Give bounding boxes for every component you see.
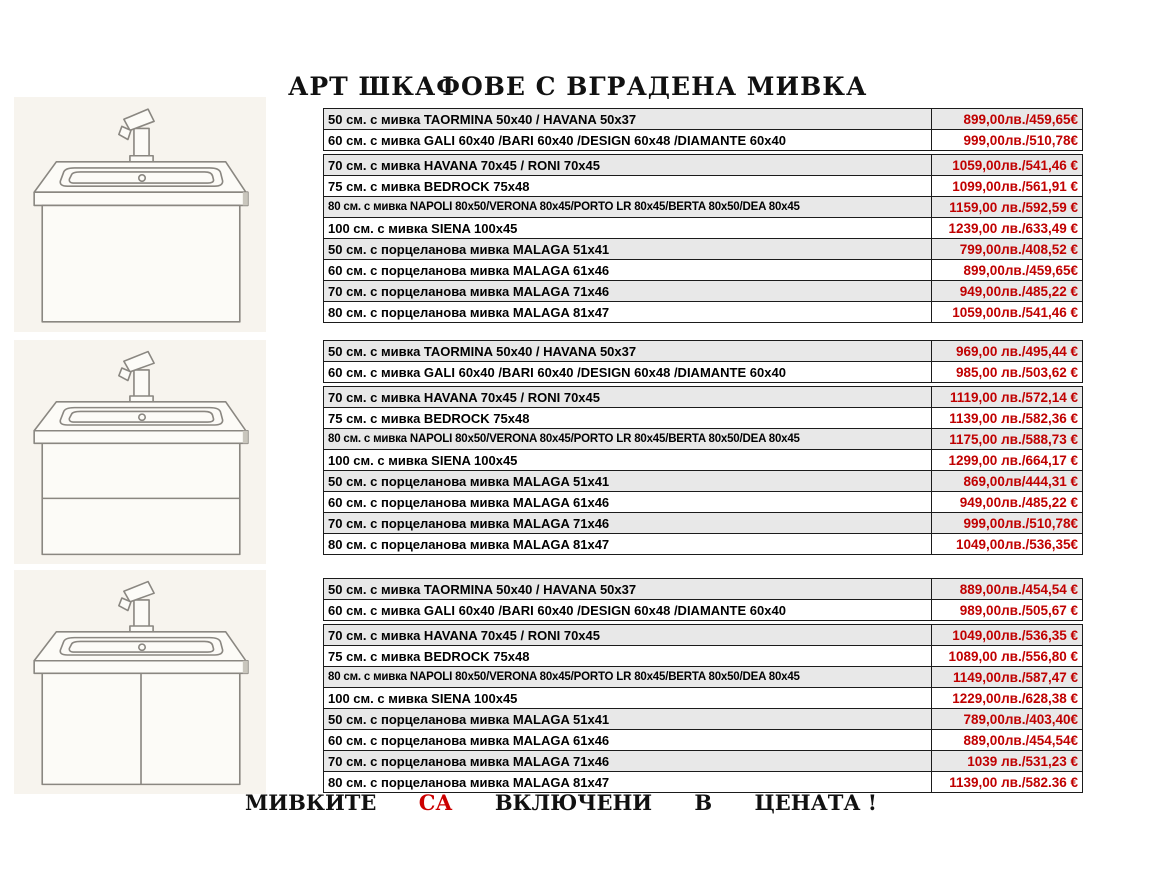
product-price: 1139,00 лв./582,36 € (949, 410, 1078, 426)
vanity-cabinet-icon (14, 570, 266, 794)
product-price: 969,00 лв./495,44 € (956, 343, 1078, 359)
sink-basin (60, 408, 222, 425)
table-row (323, 470, 1083, 492)
table-row (323, 301, 1083, 323)
product-label: 80 см. с порцеланова мивка MALAGA 81x47 (324, 534, 932, 554)
table-row (323, 259, 1083, 281)
product-price: 1049,00лв./536,35€ (956, 536, 1078, 552)
table-row (323, 449, 1083, 471)
footer-word: ВКЛЮЧЕНИ (494, 790, 653, 815)
table-row (323, 599, 1083, 621)
product-price: 889,00лв./454,54 € (959, 581, 1078, 597)
product-label: 60 см. с мивка GALI 60x40 /BARI 60x40 /DESIGN 60x48 /DIAMANTE 60x40 (324, 130, 932, 150)
footer-word: ЦЕНАТА ! (754, 790, 877, 815)
price-table-1 (323, 108, 1083, 323)
cabinet-illustration-single-front (14, 97, 266, 332)
product-label: 80 см. с мивка NAPOLI 80x50/VERONA 80x45/PORTO LR 80x45/BERTA 80x50/DEA 80x45 (324, 667, 932, 687)
product-label: 80 см. с порцеланова мивка MALAGA 81x47 (324, 302, 932, 322)
product-price: 949,00лв./485,22 € (959, 494, 1078, 510)
product-label: 100 см. с мивка SIENA 100x45 (324, 218, 932, 238)
table-row (323, 533, 1083, 555)
product-label: 70 см. с мивка HAVANA 70x45 / RONI 70x45 (324, 155, 932, 175)
product-price: 949,00лв./485,22 € (959, 283, 1078, 299)
product-price: 985,00 лв./503,62 € (956, 364, 1078, 380)
product-price: 1139,00 лв./582.36 € (949, 774, 1078, 790)
product-price: 1059,00лв./541,46 € (952, 157, 1078, 173)
product-label: 80 см. с порцеланова мивка MALAGA 81x47 (324, 772, 932, 792)
product-label: 60 см. с порцеланова мивка MALAGA 61x46 (324, 260, 932, 280)
product-price: 999,00лв./510,78€ (963, 515, 1078, 531)
product-label: 70 см. с порцеланова мивка MALAGA 71x46 (324, 751, 932, 771)
product-label: 50 см. с мивка TAORMINA 50x40 / HAVANA 50x37 (324, 341, 932, 361)
product-price: 1049,00лв./536,35 € (952, 627, 1078, 643)
cabinet-illustration-two-doors (14, 570, 266, 794)
vanity-cabinet-icon (14, 340, 266, 564)
product-price: 1229,00лв./628,38 € (952, 690, 1078, 706)
product-label: 60 см. с мивка GALI 60x40 /BARI 60x40 /DESIGN 60x48 /DIAMANTE 60x40 (324, 362, 932, 382)
product-label: 70 см. с порцеланова мивка MALAGA 71x46 (324, 281, 932, 301)
product-label: 100 см. с мивка SIENA 100x45 (324, 450, 932, 470)
product-label: 50 см. с порцеланова мивка MALAGA 51x41 (324, 709, 932, 729)
table-row (323, 729, 1083, 751)
table-row (323, 750, 1083, 772)
product-label: 70 см. с порцеланова мивка MALAGA 71x46 (324, 513, 932, 533)
product-price: 889,00лв./454,54€ (963, 732, 1078, 748)
table-row (323, 428, 1083, 450)
product-label: 60 см. с порцеланова мивка MALAGA 61x46 (324, 492, 932, 512)
product-price: 869,00лв/444,31 € (963, 473, 1078, 489)
sink-basin (60, 168, 222, 186)
product-price: 1039 лв./531,23 € (967, 753, 1078, 769)
product-price: 1299,00 лв./664,17 € (948, 452, 1078, 468)
cabinet-illustration-two-drawers (14, 340, 266, 564)
product-label: 75 см. с мивка BEDROCK 75x48 (324, 176, 932, 196)
product-price: 1175,00 лв./588,73 € (949, 431, 1078, 447)
table-row (323, 708, 1083, 730)
product-price: 899,00лв./459,65€ (963, 111, 1078, 127)
page-title: АРТ ШКАФОВЕ С ВГРАДЕНА МИВКА (288, 72, 868, 101)
table-row (323, 217, 1083, 239)
product-label: 50 см. с мивка TAORMINA 50x40 / HAVANA 50x37 (324, 109, 932, 129)
product-label: 60 см. с мивка GALI 60x40 /BARI 60x40 /DESIGN 60x48 /DIAMANTE 60x40 (324, 600, 932, 620)
footer-word: МИВКИТЕ (245, 790, 377, 815)
product-price: 1159,00 лв./592,59 € (949, 199, 1078, 215)
table-row (323, 154, 1083, 176)
table-row (323, 687, 1083, 709)
product-label: 70 см. с мивка HAVANA 70x45 / RONI 70x45 (324, 387, 932, 407)
table-row (323, 578, 1083, 600)
product-label: 50 см. с мивка TAORMINA 50x40 / HAVANA 50x37 (324, 579, 932, 599)
product-label: 100 см. с мивка SIENA 100x45 (324, 688, 932, 708)
table-row (323, 361, 1083, 383)
vanity-cabinet-icon (14, 97, 266, 332)
product-price: 789,00лв./403,40€ (963, 711, 1078, 727)
table-row (323, 645, 1083, 667)
table-row (323, 280, 1083, 302)
product-price: 1149,00лв./587,47 € (953, 669, 1078, 685)
table-row (323, 386, 1083, 408)
table-row (323, 175, 1083, 197)
product-price: 1089,00 лв./556,80 € (948, 648, 1078, 664)
product-label: 80 см. с мивка NAPOLI 80x50/VERONA 80x45/PORTO LR 80x45/BERTA 80x50/DEA 80x45 (324, 429, 932, 449)
product-label: 50 см. с порцеланова мивка MALAGA 51x41 (324, 471, 932, 491)
product-label: 75 см. с мивка BEDROCK 75x48 (324, 408, 932, 428)
product-label: 75 см. с мивка BEDROCK 75x48 (324, 646, 932, 666)
product-price: 1099,00лв./561,91 € (952, 178, 1078, 194)
footer-note (245, 790, 877, 815)
product-price: 799,00лв./408,52 € (959, 241, 1078, 257)
table-row (323, 129, 1083, 151)
table-row (323, 666, 1083, 688)
product-label: 70 см. с мивка HAVANA 70x45 / RONI 70x45 (324, 625, 932, 645)
table-row (323, 512, 1083, 534)
cabinet-body (42, 205, 240, 321)
sink-basin (60, 638, 222, 655)
footer-word: В (694, 790, 713, 815)
table-row (323, 491, 1083, 513)
product-label: 80 см. с мивка NAPOLI 80x50/VERONA 80x45/PORTO LR 80x45/BERTA 80x50/DEA 80x45 (324, 197, 932, 217)
product-price: 999,00лв./510,78€ (963, 132, 1078, 148)
product-label: 60 см. с порцеланова мивка MALAGA 61x46 (324, 730, 932, 750)
price-table-3 (323, 578, 1083, 793)
product-price: 1239,00 лв./633,49 € (948, 220, 1078, 236)
table-row (323, 624, 1083, 646)
table-row (323, 238, 1083, 260)
product-price: 1119,00 лв./572,14 € (950, 389, 1078, 405)
table-row (323, 340, 1083, 362)
table-row (323, 407, 1083, 429)
price-table-2 (323, 340, 1083, 555)
product-label: 50 см. с порцеланова мивка MALAGA 51x41 (324, 239, 932, 259)
product-price: 1059,00лв./541,46 € (952, 304, 1078, 320)
table-row (323, 108, 1083, 130)
product-price: 899,00лв./459,65€ (963, 262, 1078, 278)
footer-word-highlighted: СА (418, 790, 453, 815)
product-price: 989,00лв./505,67 € (959, 602, 1078, 618)
table-row (323, 196, 1083, 218)
